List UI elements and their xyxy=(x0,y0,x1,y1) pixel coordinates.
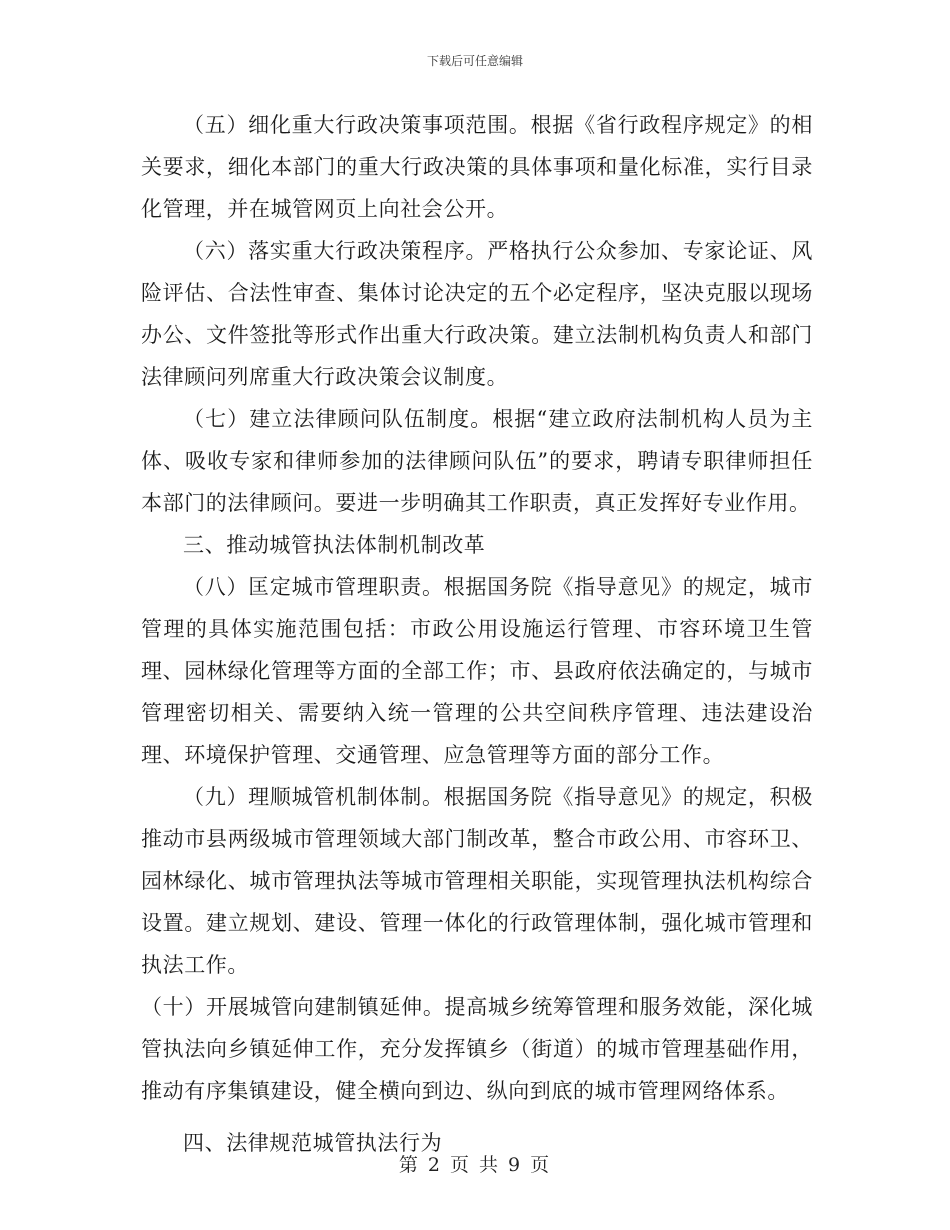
page-number: 第 2 页 共 9 页 xyxy=(398,1154,552,1176)
section-heading-3: 三、推动城管执法体制机制改革 xyxy=(183,533,486,557)
paragraph-7: （七）建立法律顾问队伍制度。根据“建立政府法制机构人员为主体、吸收专家和律师参加的法律顾问队伍”的要求，聘请专职律师担任本部门的法律顾问。要进一步明确其工作职责，真正发挥好专业作用。 xyxy=(141,407,813,515)
header-note: 下载后可任意编辑 xyxy=(426,54,523,68)
paragraph-8: （八）匡定城市管理职责。根据国务院《指导意见》的规定，城市管理的具体实施范围包括：市政公用设施运行管理、市容环境卫生管理、园林绿化管理等方面的全部工作；市、县政府依法确定的，与城市管理密切相关、需要纳入统一管理的公共空间秩序管理、违法建设治理、环境保护管理、交通管理、应急管理等方面的部分工作。 xyxy=(141,575,813,767)
paragraph-9: （九）理顺城管机制体制。根据国务院《指导意见》的规定，积极推动市县两级城市管理领域大部门制改革，整合市政公用、市容环卫、园林绿化、城市管理执法等城市管理相关职能，实现管理执法机构综合设置。建立规划、建设、管理一体化的行政管理体制，强化城市管理和执法工作。 xyxy=(141,785,813,977)
section-heading-4: 四、法律规范城管执法行为 xyxy=(183,1131,443,1155)
document-body xyxy=(141,104,813,1185)
paragraph-6: （六）落实重大行政决策程序。严格执行公众参加、专家论证、风险评估、合法性审查、集体讨论决定的五个必定程序，坚决克服以现场办公、文件签批等形式作出重大行政决策。建立法制机构负责人和部门法律顾问列席重大行政决策会议制度。 xyxy=(141,239,813,389)
paragraph-10: （十）开展城管向建制镇延伸。提高城乡统筹管理和服务效能，深化城管执法向乡镇延伸工作，充分发挥镇乡（街道）的城市管理基础作用，推动有序集镇建设，健全横向到边、纵向到底的城市管理网络体系。 xyxy=(141,995,813,1103)
paragraph-5: （五）细化重大行政决策事项范围。根据《省行政程序规定》的相关要求，细化本部门的重大行政决策的具体事项和量化标准，实行目录化管理，并在城管网页上向社会公开。 xyxy=(141,113,813,221)
